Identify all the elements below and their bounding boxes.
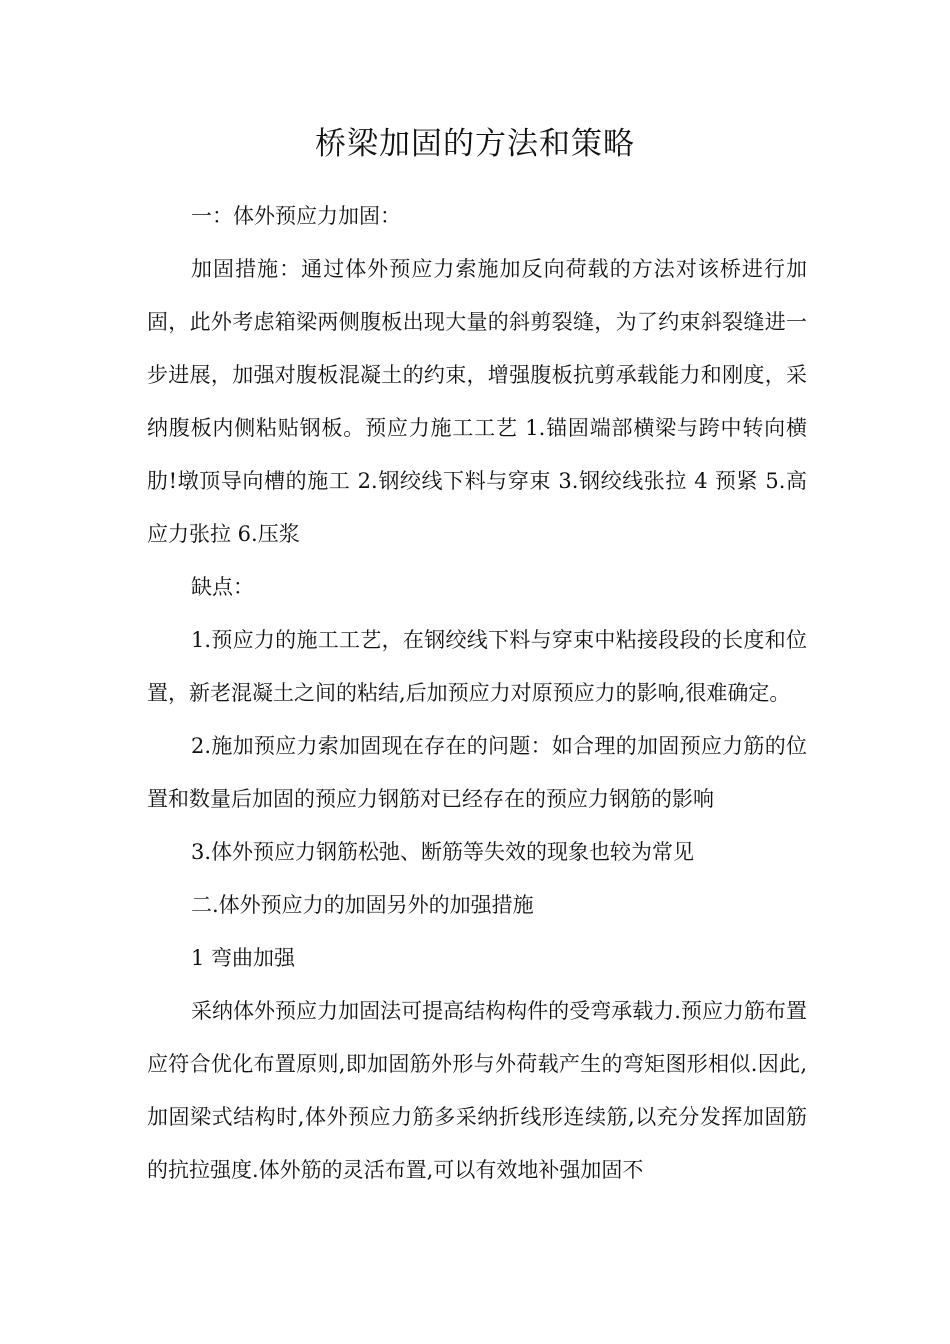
list-item-1: 1.预应力的施工工艺，在钢绞线下料与穿束中粘接段段的长度和位置，新老混凝土之间的粘结,后加预应力对原预应力的影响,很难确定。 — [147, 628, 807, 705]
paragraph-bending-reinforcement: 采纳体外预应力加固法可提高结构构件的受弯承载力.预应力筋布置应符合优化布置原则,即加固筋外形与外荷载产生的弯矩图形相似.因此,加固梁式结构时,体外预应力筋多采纳折线形连续筋,以充分发挥加固筋的抗拉强度.体外筋的灵活布置,可以有效地补强加固不 — [147, 999, 807, 1182]
document-body — [147, 190, 807, 1197]
document-title: 桥梁加固的方法和策略 — [315, 126, 635, 162]
heading-disadvantages: 缺点： — [191, 575, 254, 599]
heading-section-1: 一：体外预应力加固： — [191, 204, 401, 228]
list-item-3: 3.体外预应力钢筋松弛、断筋等失效的现象也较为常见 — [191, 840, 695, 864]
heading-bending-reinforcement: 1 弯曲加强 — [191, 946, 296, 970]
paragraph-reinforcement-measures: 加固措施：通过体外预应力索施加反向荷载的方法对该桥进行加固，此外考虑箱梁两侧腹板出现大量的斜剪裂缝，为了约束斜裂缝进一步进展，加强对腹板混凝土的约束，增强腹板抗剪承载能力和刚度，采纳腹板内侧粘贴钢板。预应力施工工艺 1.锚固端部横梁与跨中转向横肋!墩顶导向槽的施工 2.钢绞线下料与穿束 3.钢绞线张拉 4 预紧 5.高应力张拉 6.压浆 — [147, 257, 807, 546]
heading-section-2: 二.体外预应力的加固另外的加强措施 — [191, 893, 534, 917]
list-item-2: 2.施加预应力索加固现在存在的问题：如合理的加固预应力筋的位置和数量后加固的预应力钢筋对已经存在的预应力钢筋的影响 — [147, 734, 807, 811]
